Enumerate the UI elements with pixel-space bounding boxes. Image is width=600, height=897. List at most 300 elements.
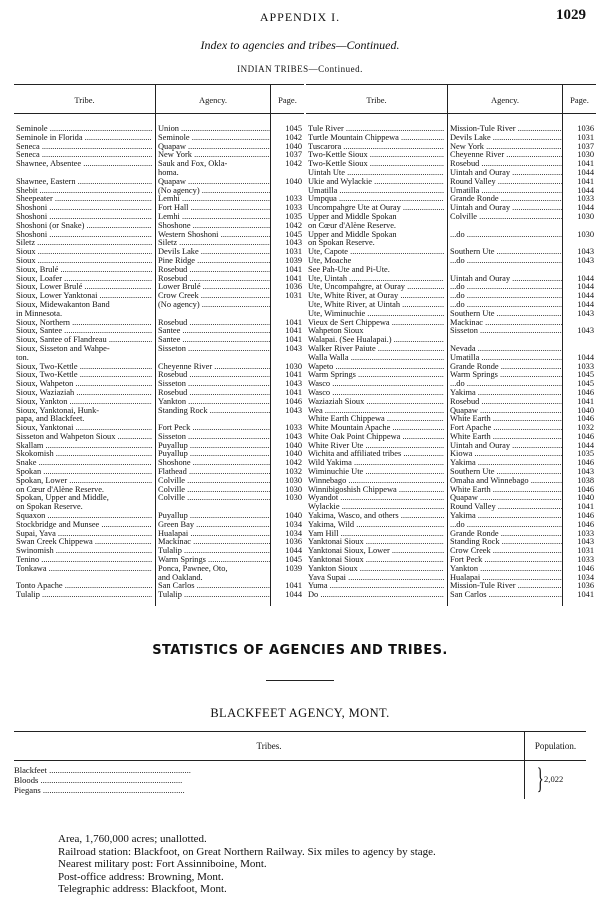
page-cell: 1033 bbox=[577, 528, 594, 538]
table-row bbox=[14, 248, 304, 257]
index-table-right bbox=[306, 84, 596, 600]
tribe-cell: Sioux, Santee ..... bbox=[16, 327, 152, 336]
table-row bbox=[14, 222, 304, 231]
page-cell: 1040 bbox=[285, 449, 302, 459]
agency-cell: Cheyenne River ..... bbox=[158, 363, 270, 372]
tribe-cell: Upper and Middle Spokan bbox=[308, 212, 397, 221]
agency-cell: Grande Ronde ..... bbox=[450, 363, 562, 372]
agency-cell: Colville ..... bbox=[450, 213, 562, 222]
table-row bbox=[306, 292, 596, 301]
agency-cell: Yankton ..... bbox=[450, 565, 562, 574]
table-row bbox=[306, 178, 596, 187]
page-cell: 1042 bbox=[285, 220, 302, 230]
table-row bbox=[14, 363, 304, 372]
tribe-cell: Wasco ..... bbox=[308, 380, 444, 389]
agency-cell: New York ..... bbox=[450, 143, 562, 152]
tribe-cell: Shoshoni ..... bbox=[16, 231, 152, 240]
agency-cell: Yakima ..... bbox=[450, 459, 562, 468]
page-cell: 1043 bbox=[577, 255, 594, 265]
tribe-cell: Seminole ..... bbox=[16, 125, 152, 134]
page-cell: 1033 bbox=[577, 555, 594, 565]
index-title: Index to agencies and tribes—Continued. bbox=[200, 38, 400, 52]
table-row bbox=[14, 503, 304, 512]
tribe-cell: Umpqua ..... bbox=[308, 195, 444, 204]
page-cell: 1046 bbox=[285, 396, 302, 406]
agency-cell: Southern Ute ..... bbox=[450, 248, 562, 257]
tribe-cell: Yanktonai Sioux ..... bbox=[308, 556, 444, 565]
population-value: 2,022 bbox=[544, 774, 564, 784]
table-row bbox=[306, 160, 596, 169]
tribe-cell: Sioux, Yankton ..... bbox=[16, 398, 152, 407]
page-cell: 1043 bbox=[577, 247, 594, 257]
tribe-cell: Sioux, Northern ..... bbox=[16, 319, 152, 328]
agency-cell: Rosebud ..... bbox=[158, 266, 270, 275]
table-row bbox=[306, 327, 596, 336]
table-row bbox=[306, 486, 596, 495]
tribe-cell: Yankton Sioux ..... bbox=[308, 565, 444, 574]
table-row bbox=[14, 442, 304, 451]
page-cell: 1041 bbox=[577, 502, 594, 512]
agency-cell: Shoshone ..... bbox=[158, 222, 270, 231]
table-row bbox=[14, 160, 304, 169]
page-cell: 1043 bbox=[577, 467, 594, 477]
page-cell: 1030 bbox=[285, 361, 302, 371]
tribe-cell: Seneca ..... bbox=[16, 143, 152, 152]
page-cell: 1043 bbox=[577, 326, 594, 336]
page-cell: 1041 bbox=[285, 387, 302, 397]
tribe-cell: on Cœur d'Alène Reserve. bbox=[308, 221, 397, 230]
table-row bbox=[306, 565, 596, 574]
agency-cell: Tulalip ..... bbox=[158, 591, 270, 600]
page-cell: 1035 bbox=[577, 449, 594, 459]
agency-cell: Yakima ..... bbox=[450, 389, 562, 398]
table-row bbox=[306, 389, 596, 398]
tribe-cell: Tonto Apache ..... bbox=[16, 582, 152, 591]
page-cell: 1030 bbox=[285, 475, 302, 485]
agency-cell: Lower Brulé ..... bbox=[158, 283, 270, 292]
table-row bbox=[14, 204, 304, 213]
page-cell: 1044 bbox=[577, 273, 594, 283]
agency-cell: Standing Rock ..... bbox=[158, 407, 270, 416]
tribe-cell: Sioux, Brulé ..... bbox=[16, 266, 152, 275]
agency-cell: (No agency) ..... bbox=[158, 301, 270, 310]
page-cell: 1031 bbox=[285, 247, 302, 257]
agency-cell: Western Shoshoni ..... bbox=[158, 231, 270, 240]
page-cell: 1040 bbox=[285, 141, 302, 151]
page-cell: 1045 bbox=[285, 555, 302, 565]
table-row bbox=[306, 213, 596, 222]
statistics-title: STATISTICS OF AGENCIES AND TRIBES. bbox=[152, 643, 448, 658]
page-cell: 1043 bbox=[285, 238, 302, 248]
page-cell: 1042 bbox=[285, 159, 302, 169]
tribe-cell: Shoshoni ..... bbox=[16, 204, 152, 213]
table-row bbox=[14, 380, 304, 389]
running-header: APPENDIX I. bbox=[259, 10, 341, 24]
tribe-cell: Shawnee, Absentee ..... bbox=[16, 160, 152, 169]
agency-cell: Devils Lake ..... bbox=[450, 134, 562, 143]
agency-cell: White Earth ..... bbox=[450, 486, 562, 495]
tribe-cell: White Oak Point Chippewa ..... bbox=[308, 433, 444, 442]
tribe-cell: See Pah-Ute and Pi-Ute. bbox=[308, 265, 390, 274]
page-cell: 1037 bbox=[577, 141, 594, 151]
tribe-row: Bloods ..... bbox=[14, 775, 519, 785]
agency-cell: Sisseton ..... bbox=[450, 327, 562, 336]
tribe-cell: Ute, Uncompahgre, at Ouray ..... bbox=[308, 283, 444, 292]
agency-cell: Uintah and Ouray ..... bbox=[450, 275, 562, 284]
table-row bbox=[14, 266, 304, 275]
table-row bbox=[14, 415, 304, 424]
agency-cell: Siletz ..... bbox=[158, 239, 270, 248]
table-row bbox=[306, 345, 596, 354]
agency-cell: White Earth ..... bbox=[450, 433, 562, 442]
tribe-cell: Tenino ..... bbox=[16, 556, 152, 565]
tribe-cell: Yava Supai ..... bbox=[308, 574, 444, 583]
tribe-cell: Ute, Moache bbox=[308, 256, 352, 265]
agency-cell: Mission-Tule River ..... bbox=[450, 125, 562, 134]
table-row bbox=[14, 345, 304, 354]
tribe-cell: Siletz ..... bbox=[16, 239, 152, 248]
agency-cell: Warm Springs ..... bbox=[450, 371, 562, 380]
tribe-cell: Wiminuchie Ute ..... bbox=[308, 468, 444, 477]
table-row bbox=[306, 301, 596, 310]
table-row bbox=[14, 521, 304, 530]
page-cell: 1039 bbox=[285, 255, 302, 265]
page-cell: 1046 bbox=[577, 431, 594, 441]
tribe-cell: Seminole in Florida ..... bbox=[16, 134, 152, 143]
column-header-agency: Agency. bbox=[156, 85, 271, 113]
table-row bbox=[306, 239, 596, 248]
page-cell: 1041 bbox=[577, 159, 594, 169]
agency-title: BLACKFEET AGENCY, MONT. bbox=[210, 706, 390, 720]
table-row bbox=[306, 591, 596, 600]
page-cell: 1031 bbox=[577, 132, 594, 142]
table-row bbox=[14, 574, 304, 583]
tribe-cell: Ute, Capote ..... bbox=[308, 248, 444, 257]
agency-cell: Southern Ute ..... bbox=[450, 468, 562, 477]
tribe-cell: Sioux, Lower Brulé ..... bbox=[16, 283, 152, 292]
agency-cell: ...do ..... bbox=[450, 521, 562, 530]
page-cell: 1035 bbox=[285, 211, 302, 221]
agency-cell: Sisseton ..... bbox=[158, 345, 270, 354]
page-cell: 1044 bbox=[285, 590, 302, 600]
table-row bbox=[14, 371, 304, 380]
page-cell: 1039 bbox=[285, 563, 302, 573]
tribe-cell: Wichita and affiliated tribes ..... bbox=[308, 450, 444, 459]
table-row bbox=[14, 538, 304, 547]
table-row bbox=[306, 398, 596, 407]
blackfeet-table bbox=[14, 731, 586, 799]
page-cell: 1046 bbox=[577, 387, 594, 397]
column-header-tribe: Tribe. bbox=[14, 85, 156, 113]
section-rule bbox=[266, 680, 334, 681]
tribe-cell: on Spokan Reserve. bbox=[16, 503, 83, 512]
page-cell: 1033 bbox=[285, 203, 302, 213]
table-row bbox=[14, 301, 304, 310]
tribe-cell: Umatilla ..... bbox=[308, 187, 444, 196]
page-cell: 1031 bbox=[285, 291, 302, 301]
table-row bbox=[14, 591, 304, 600]
agency-cell: Mackinac ..... bbox=[450, 319, 562, 328]
agency-cell: Rosebud ..... bbox=[158, 389, 270, 398]
page-cell: 1030 bbox=[577, 211, 594, 221]
tribe-cell: Sioux, Wahpeton ..... bbox=[16, 380, 152, 389]
tribe-cell: Yam Hill ..... bbox=[308, 530, 444, 539]
tribe-cell: Sioux, Midewakanton Band bbox=[16, 300, 110, 309]
tribe-cell: Ute, White River, at Ouray ..... bbox=[308, 292, 444, 301]
agency-cell: Puyallup ..... bbox=[158, 450, 270, 459]
table-row bbox=[306, 415, 596, 424]
tribe-cell: Vieux de Sert Chippewa ..... bbox=[308, 319, 444, 328]
table-row bbox=[306, 231, 596, 240]
tribe-cell: Waziaziah Sioux ..... bbox=[308, 398, 444, 407]
table-row bbox=[14, 134, 304, 143]
table-row bbox=[306, 354, 596, 363]
page-cell: 1043 bbox=[285, 379, 302, 389]
page-cell: 1033 bbox=[285, 194, 302, 204]
agency-cell: Puyallup ..... bbox=[158, 442, 270, 451]
agency-cell: ...do ..... bbox=[450, 292, 562, 301]
table-body bbox=[306, 114, 596, 600]
tribe-cell: Wasco ..... bbox=[308, 389, 444, 398]
tribe-cell: Yanktonai Sioux ..... bbox=[308, 538, 444, 547]
column-divider bbox=[524, 761, 525, 799]
tribe-cell: Ukie and Wylackie ..... bbox=[308, 178, 444, 187]
page-cell: 1033 bbox=[577, 361, 594, 371]
agency-cell: Uintah and Ouray ..... bbox=[450, 169, 562, 178]
table-row bbox=[14, 477, 304, 486]
page-cell: 1043 bbox=[577, 537, 594, 547]
table-header bbox=[306, 84, 596, 114]
tribe-cell: Yakima, Wasco, and others ..... bbox=[308, 512, 444, 521]
table-row bbox=[306, 442, 596, 451]
agency-cell: Grande Ronde ..... bbox=[450, 195, 562, 204]
tribe-cell: White River Ute ..... bbox=[308, 442, 444, 451]
agency-cell: Fort Hall ..... bbox=[158, 204, 270, 213]
tribe-cell: Sioux, Two-Kettle ..... bbox=[16, 371, 152, 380]
tribe-cell: Sioux ..... bbox=[16, 257, 152, 266]
tribe-cell: Uncompahgre Ute at Ouray ..... bbox=[308, 204, 444, 213]
table-row bbox=[306, 266, 596, 275]
table-row bbox=[14, 213, 304, 222]
table-row bbox=[14, 433, 304, 442]
tribe-cell: Supai, Yava ..... bbox=[16, 530, 152, 539]
tribe-cell: Upper and Middle Spokan bbox=[308, 230, 397, 239]
agency-cell: Seminole ..... bbox=[158, 134, 270, 143]
agency-cell: Yakima ..... bbox=[450, 512, 562, 521]
page-cell: 1041 bbox=[285, 264, 302, 274]
agency-cell: San Carlos ..... bbox=[450, 591, 562, 600]
table-row bbox=[14, 512, 304, 521]
agency-cell: Rosebud ..... bbox=[158, 275, 270, 284]
agency-cell: Green Bay ..... bbox=[158, 521, 270, 530]
tribe-cell: White Earth Chippewa ..... bbox=[308, 415, 444, 424]
tribe-cell: Sioux, Lower Yanktonai ..... bbox=[16, 292, 152, 301]
tribe-cell: ton. bbox=[16, 353, 29, 362]
table-row bbox=[14, 547, 304, 556]
tribe-cell: Spokan ..... bbox=[16, 468, 152, 477]
info-railroad: Railroad station: Blackfoot, on Great Northern Railway. Six miles to agency by stage. bbox=[58, 845, 436, 858]
table-row bbox=[306, 574, 596, 583]
page-cell: 1040 bbox=[577, 493, 594, 503]
agency-cell: Rosebud ..... bbox=[158, 319, 270, 328]
page-cell: 1044 bbox=[577, 282, 594, 292]
tribe-cell: Tulalip ..... bbox=[16, 591, 152, 600]
agency-cell: Kiowa ..... bbox=[450, 450, 562, 459]
table-row bbox=[306, 503, 596, 512]
agency-cell: Mackinac ..... bbox=[158, 538, 270, 547]
agency-cell: Round Valley ..... bbox=[450, 178, 562, 187]
table-row bbox=[306, 151, 596, 160]
page-cell: 1041 bbox=[285, 335, 302, 345]
page-cell: 1041 bbox=[285, 581, 302, 591]
page-cell: 1043 bbox=[577, 308, 594, 318]
page-cell: 1044 bbox=[577, 167, 594, 177]
agency-cell: Pine Ridge ..... bbox=[158, 257, 270, 266]
column-header-population: Population. bbox=[534, 741, 577, 751]
page-cell: 1040 bbox=[577, 405, 594, 415]
table-row bbox=[306, 195, 596, 204]
tribe-cell: Sioux, Yanktonai, Hunk- bbox=[16, 406, 100, 415]
tribe-cell: White Mountain Apache ..... bbox=[308, 424, 444, 433]
agency-cell: Southern Ute ..... bbox=[450, 310, 562, 319]
agency-cell: (No agency) ..... bbox=[158, 187, 270, 196]
table-row bbox=[306, 547, 596, 556]
agency-cell: Lemhi ..... bbox=[158, 195, 270, 204]
tribe-cell: on Cœur d'Alène Reserve. bbox=[16, 485, 105, 494]
agency-cell: Lemhi ..... bbox=[158, 213, 270, 222]
agency-cell: Sisseton ..... bbox=[158, 380, 270, 389]
table-row bbox=[306, 204, 596, 213]
page-cell: 1044 bbox=[577, 352, 594, 362]
agency-cell: Mission-Tule River ..... bbox=[450, 582, 562, 591]
tribe-cell: Ute, White River, at Uintah ..... bbox=[308, 301, 444, 310]
table-row bbox=[14, 125, 304, 134]
table-row bbox=[14, 336, 304, 345]
tribe-cell: Snake ..... bbox=[16, 459, 152, 468]
table-row bbox=[14, 239, 304, 248]
table-row bbox=[306, 187, 596, 196]
agency-cell: Grande Ronde ..... bbox=[450, 530, 562, 539]
page-cell: 1036 bbox=[285, 537, 302, 547]
table-row bbox=[14, 195, 304, 204]
table-row bbox=[306, 407, 596, 416]
page-cell: 1045 bbox=[285, 124, 302, 133]
tribe-cell: Sioux, Santee of Flandreau ..... bbox=[16, 336, 152, 345]
agency-cell: Tulalip ..... bbox=[158, 547, 270, 556]
page-cell: 1044 bbox=[577, 299, 594, 309]
agency-cell: Uintah and Ouray ..... bbox=[450, 204, 562, 213]
tribe-cell: Skokomish ..... bbox=[16, 450, 152, 459]
tribe-cell: Sioux, Waziaziah ..... bbox=[16, 389, 152, 398]
table-row bbox=[14, 327, 304, 336]
column-header-page: Page. bbox=[570, 95, 589, 105]
page-cell: 1046 bbox=[577, 519, 594, 529]
table-row bbox=[306, 582, 596, 591]
page-cell: 1044 bbox=[577, 440, 594, 450]
agency-cell: Crow Creek ..... bbox=[450, 547, 562, 556]
page-cell: 1043 bbox=[285, 431, 302, 441]
agency-cell: Colville ..... bbox=[158, 494, 270, 503]
table-row bbox=[14, 275, 304, 284]
tribe-cell: Swan Creek Chippewa ..... bbox=[16, 538, 152, 547]
agency-cell: Shoshone ..... bbox=[158, 459, 270, 468]
page-cell: 1036 bbox=[577, 581, 594, 591]
page-cell: 1041 bbox=[285, 370, 302, 380]
tribe-row: Piegans ..... bbox=[14, 785, 519, 795]
tribe-cell: on Spokan Reserve. bbox=[308, 239, 375, 248]
brace-glyph: } bbox=[536, 762, 544, 795]
table-row bbox=[14, 389, 304, 398]
page-cell: 1030 bbox=[577, 150, 594, 160]
tribe-cell: Tule River ..... bbox=[308, 125, 444, 134]
table-row bbox=[306, 169, 596, 178]
table-row bbox=[14, 354, 304, 363]
page-cell: 1046 bbox=[577, 484, 594, 494]
blackfeet-table-body bbox=[14, 761, 586, 799]
table-row bbox=[306, 125, 596, 134]
tribe-cell: Ute, Wiminuchie ..... bbox=[308, 310, 444, 319]
page-cell: 1044 bbox=[577, 185, 594, 195]
table-row bbox=[14, 169, 304, 178]
agency-cell: Sauk and Fox, Okla- bbox=[158, 160, 228, 169]
agency-cell: Sisseton ..... bbox=[158, 433, 270, 442]
page-cell: 1046 bbox=[577, 414, 594, 424]
page-cell: 1044 bbox=[577, 203, 594, 213]
agency-cell: ...do ..... bbox=[450, 283, 562, 292]
tribe-cell: Shoshoni ..... bbox=[16, 213, 152, 222]
table-row bbox=[306, 134, 596, 143]
table-row bbox=[14, 292, 304, 301]
table-row bbox=[306, 371, 596, 380]
table-row bbox=[14, 398, 304, 407]
page-cell: 1044 bbox=[285, 546, 302, 556]
blackfeet-table-header bbox=[14, 731, 586, 761]
table-row bbox=[14, 319, 304, 328]
tribe-cell: Sheepeater ..... bbox=[16, 195, 152, 204]
table-row bbox=[14, 582, 304, 591]
page-cell: 1033 bbox=[285, 423, 302, 433]
tribe-cell: Walker River Paiute ..... bbox=[308, 345, 444, 354]
page-cell: 1033 bbox=[577, 194, 594, 204]
agency-cell: Hualapai ..... bbox=[450, 574, 562, 583]
tribe-cell: Yakima, Wild ..... bbox=[308, 521, 444, 530]
tribe-cell: Tuscarora ..... bbox=[308, 143, 444, 152]
tribe-cell: Do ..... bbox=[308, 591, 444, 600]
page-cell: 1041 bbox=[285, 317, 302, 327]
tribe-cell: Sioux, Two-Kettle ..... bbox=[16, 363, 152, 372]
agency-cell: Yankton ..... bbox=[158, 398, 270, 407]
page-cell: 1037 bbox=[285, 150, 302, 160]
tribe-cell: Walapai. (See Hualapai.) ..... bbox=[308, 336, 444, 345]
table-row bbox=[306, 538, 596, 547]
agency-cell: Uintah and Ouray ..... bbox=[450, 442, 562, 451]
table-row bbox=[14, 178, 304, 187]
tribe-cell: Two-Kettle Sioux ..... bbox=[308, 160, 444, 169]
agency-cell: Quapaw ..... bbox=[158, 178, 270, 187]
tribe-cell: Swinomish ..... bbox=[16, 547, 152, 556]
page-cell: 1040 bbox=[285, 440, 302, 450]
tribe-cell: Sioux, Loafer ..... bbox=[16, 275, 152, 284]
tribe-cell: Warm Springs ..... bbox=[308, 371, 444, 380]
agency-cell: Rosebud ..... bbox=[450, 160, 562, 169]
info-military-post: Nearest military post: Fort Assinniboine, Mont. bbox=[58, 858, 267, 871]
table-row bbox=[14, 187, 304, 196]
table-row bbox=[306, 319, 596, 328]
agency-cell: ...do ..... bbox=[450, 231, 562, 240]
agency-cell: Hualapai ..... bbox=[158, 530, 270, 539]
agency-cell: Quapaw ..... bbox=[158, 143, 270, 152]
table-row bbox=[306, 512, 596, 521]
